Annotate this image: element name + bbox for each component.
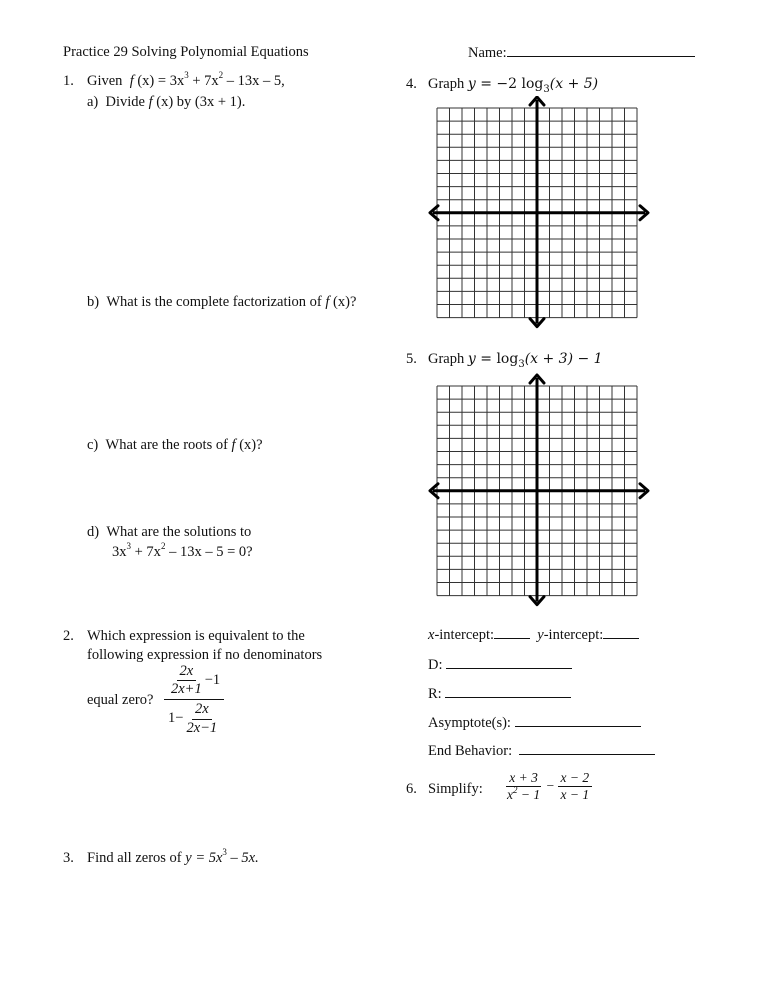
question-1-given: Given f $(x) = 3x^3 + 7x^2 - 13x - 5$,	[87, 70, 285, 89]
question-1d-equation: $3x^3 + 7x^2 - 13x - 5 = 0$?	[112, 541, 253, 560]
intercepts-row: x-intercept: y-intercept:	[428, 626, 639, 644]
asymptote-row: Asymptote(s):	[428, 714, 641, 732]
question-1d: d) What are the solutions to	[87, 524, 252, 540]
x-intercept-blank[interactable]	[494, 626, 530, 639]
question-4-number: 4.	[406, 76, 417, 92]
question-2-line1: Which expression is equivalent to the	[87, 628, 305, 644]
question-2-line2: following expression if no denominators	[87, 647, 323, 663]
question-1-number: 1.	[63, 73, 74, 89]
question-1a: a) Divide f (x) by (3x + 1).	[87, 94, 246, 110]
complex-fraction-top: $\frac{2x}{2x+1}$ −1	[164, 664, 224, 700]
question-2-complex-fraction	[164, 664, 224, 736]
question-4-equation: y = −2 $\log_3(x + 5)$	[467, 76, 599, 95]
name-label: Name:	[468, 45, 507, 61]
coordinate-grid-q5[interactable]	[428, 373, 654, 619]
question-2-line3: equal zero?	[87, 692, 154, 708]
y-intercept-blank[interactable]	[603, 626, 639, 639]
range-blank[interactable]	[445, 685, 571, 698]
complex-fraction	[164, 664, 224, 736]
coordinate-grid-q4[interactable]	[428, 96, 654, 342]
question-6-number: 6.	[406, 781, 417, 797]
end-behavior-blank[interactable]	[519, 742, 655, 755]
question-1b: b) What is the complete factorization of f (x)?	[87, 294, 357, 310]
question-5-prompt: Graph $y = \log_3(x + 3) - 1$	[428, 351, 603, 370]
asymptote-blank[interactable]	[515, 714, 641, 727]
end-behavior-row: End Behavior:	[428, 742, 655, 760]
question-4-prompt: Graph y = −2 $\log_3(x + 5)$	[428, 76, 599, 95]
range-row: R:	[428, 685, 571, 703]
question-1c: c) What are the roots of f (x)?	[87, 437, 263, 453]
complex-fraction-bottom: 1− $\frac{2x}{2x-1}$	[168, 701, 218, 736]
question-6-expression: $\frac{x + 3}{x^2 - 1}$ − $\frac{x - 2}{x - 1}$	[504, 771, 592, 802]
question-6-word: Simplify:	[428, 781, 483, 797]
question-5-equation: $y = \log_3(x + 3) - 1$	[467, 351, 603, 370]
question-5-number: 5.	[406, 351, 417, 367]
domain-blank[interactable]	[446, 656, 572, 669]
name-blank[interactable]	[507, 44, 695, 57]
question-3-number: 3.	[63, 850, 74, 866]
name-field[interactable]	[468, 44, 695, 62]
question-2-number: 2.	[63, 628, 74, 644]
worksheet-title: Practice 29 Solving Polynomial Equations	[63, 44, 309, 60]
domain-row: D:	[428, 656, 572, 674]
question-3-text: Find all zeros of $y = 5x^3 - 5x$.	[87, 847, 259, 866]
